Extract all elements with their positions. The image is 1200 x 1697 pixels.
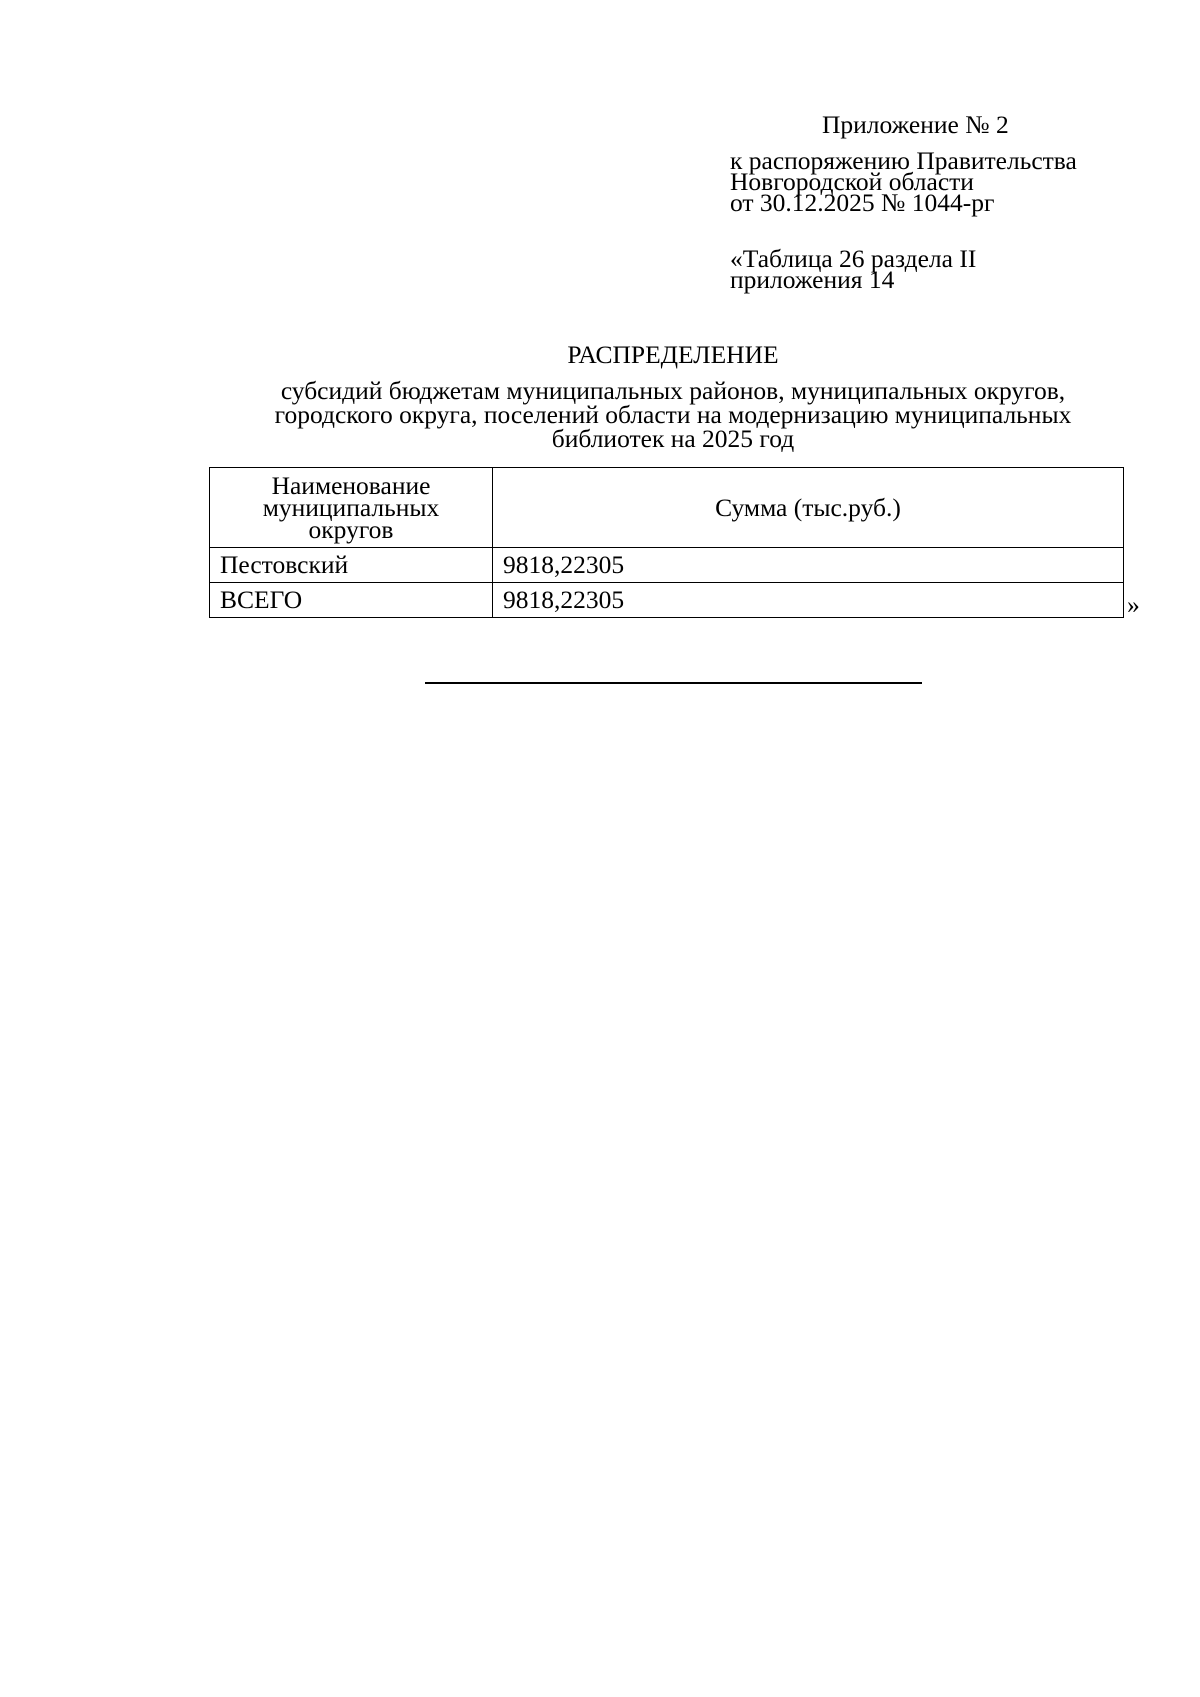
- appendix-line: Новгородской области: [730, 167, 974, 196]
- appendix-line: от 30.12.2025 № 1044-рг: [730, 188, 995, 217]
- table-reference-line: приложения 14: [730, 265, 895, 294]
- column-header-name-line: округов: [308, 514, 394, 544]
- row-sum-cell: 9818,22305: [493, 548, 1124, 583]
- document-title: РАСПРЕДЕЛЕНИЕ: [567, 340, 779, 369]
- table-reference-line: «Таблица 26 раздела II: [730, 244, 977, 273]
- column-header-name-line: Наименование: [271, 470, 431, 500]
- appendix-line: к распоряжению Правительства: [730, 146, 1077, 175]
- document-subtitle: [200, 376, 1146, 453]
- total-sum-cell: 9818,22305: [493, 583, 1124, 618]
- table-reference: [730, 244, 977, 294]
- subtitle-line: субсидий бюджетам муниципальных районов, муниципальных округов,: [280, 376, 1066, 405]
- distribution-table: [209, 467, 1124, 618]
- table-row: [210, 548, 1124, 583]
- column-header-sum: Сумма (тыс.руб.): [493, 468, 1124, 548]
- appendix-reference: [730, 146, 1077, 217]
- end-divider-line: [425, 682, 922, 684]
- row-name-cell: Пестовский: [210, 548, 493, 583]
- table-header-row: [210, 468, 1124, 548]
- appendix-number: Приложение № 2: [822, 110, 1009, 139]
- column-header-name-line: муниципальных: [262, 492, 440, 522]
- subtitle-line: библиотек на 2025 год: [551, 424, 795, 453]
- subtitle-line: городского округа, поселений области на модернизацию муниципальных: [274, 400, 1072, 429]
- table-row-total: [210, 583, 1124, 618]
- column-header-name: [210, 468, 493, 548]
- total-name-cell: ВСЕГО: [210, 583, 493, 618]
- closing-quote: »: [1127, 590, 1140, 619]
